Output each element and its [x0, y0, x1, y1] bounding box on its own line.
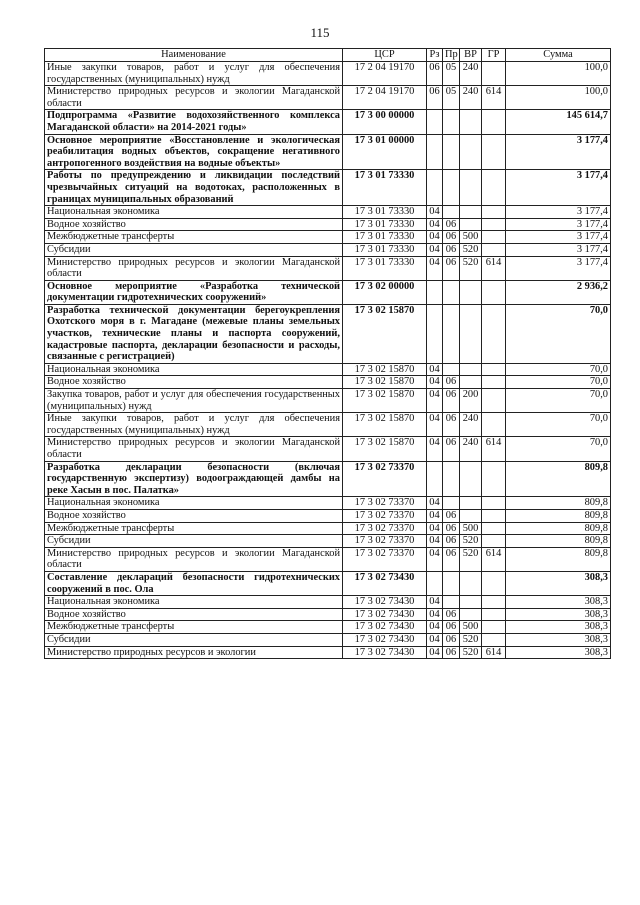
cell-csr: 17 3 01 00000: [343, 134, 427, 170]
cell-name: Иные закупки товаров, работ и услуг для обеспечения государственных (муниципальных) нужд: [45, 413, 343, 437]
cell-sum: 3 177,4: [506, 170, 611, 206]
cell-pr: [443, 461, 460, 497]
cell-name: Работы по предупреждению и ликвидации последствий чрезвычайных ситуаций на водотоках, расположенных в границах муниципальных образований: [45, 170, 343, 206]
cell-name: Субсидии: [45, 243, 343, 256]
cell-pr: [443, 304, 460, 363]
cell-gr: [482, 363, 506, 376]
cell-gr: [482, 571, 506, 595]
cell-rz: 04: [427, 509, 443, 522]
table-row: [45, 547, 611, 571]
cell-pr: 06: [443, 389, 460, 413]
cell-vr: [460, 596, 482, 609]
cell-vr: [460, 110, 482, 134]
cell-vr: 240: [460, 413, 482, 437]
cell-sum: 70,0: [506, 413, 611, 437]
cell-vr: [460, 509, 482, 522]
table-row: [45, 110, 611, 134]
cell-sum: 809,8: [506, 461, 611, 497]
cell-name: Межбюджетные трансферты: [45, 231, 343, 244]
cell-sum: 809,8: [506, 509, 611, 522]
table-row: [45, 62, 611, 86]
cell-csr: 17 3 02 15870: [343, 413, 427, 437]
cell-csr: 17 2 04 19170: [343, 62, 427, 86]
cell-rz: 04: [427, 608, 443, 621]
cell-csr: 17 3 02 15870: [343, 389, 427, 413]
cell-name: Водное хозяйство: [45, 509, 343, 522]
cell-name: Национальная экономика: [45, 206, 343, 219]
table-row: [45, 497, 611, 510]
table-row: [45, 535, 611, 548]
cell-csr: 17 3 02 73370: [343, 522, 427, 535]
cell-pr: 05: [443, 62, 460, 86]
cell-csr: 17 3 02 73430: [343, 596, 427, 609]
table-header-row: [45, 49, 611, 62]
cell-sum: 308,3: [506, 646, 611, 659]
cell-vr: [460, 461, 482, 497]
cell-pr: 06: [443, 376, 460, 389]
cell-gr: [482, 608, 506, 621]
cell-sum: 809,8: [506, 535, 611, 548]
cell-name: Подпрограмма «Развитие водохозяйственного комплекса Магаданской области» на 2014-2021 годы»: [45, 110, 343, 134]
cell-gr: [482, 509, 506, 522]
cell-rz: [427, 571, 443, 595]
cell-csr: 17 3 01 73330: [343, 218, 427, 231]
cell-csr: 17 3 02 15870: [343, 363, 427, 376]
cell-gr: [482, 231, 506, 244]
cell-sum: 308,3: [506, 621, 611, 634]
cell-sum: 308,3: [506, 633, 611, 646]
cell-csr: 17 3 02 73430: [343, 571, 427, 595]
cell-csr: 17 3 02 73430: [343, 608, 427, 621]
table-row: [45, 633, 611, 646]
cell-rz: 04: [427, 256, 443, 280]
header-rz: Рз: [427, 49, 443, 62]
cell-sum: 809,8: [506, 497, 611, 510]
table-row: [45, 256, 611, 280]
cell-gr: [482, 535, 506, 548]
cell-vr: 520: [460, 646, 482, 659]
cell-vr: [460, 206, 482, 219]
cell-sum: 70,0: [506, 304, 611, 363]
table-row: [45, 608, 611, 621]
cell-sum: 3 177,4: [506, 256, 611, 280]
cell-pr: [443, 596, 460, 609]
cell-name: Национальная экономика: [45, 596, 343, 609]
cell-csr: 17 3 01 73330: [343, 256, 427, 280]
cell-gr: [482, 134, 506, 170]
cell-vr: [460, 304, 482, 363]
table-row: [45, 206, 611, 219]
cell-vr: [460, 218, 482, 231]
cell-csr: 17 3 01 73330: [343, 206, 427, 219]
cell-pr: [443, 206, 460, 219]
cell-gr: [482, 461, 506, 497]
table-row: [45, 413, 611, 437]
cell-name: Национальная экономика: [45, 363, 343, 376]
cell-rz: [427, 304, 443, 363]
cell-vr: 520: [460, 633, 482, 646]
cell-vr: [460, 608, 482, 621]
cell-vr: [460, 170, 482, 206]
cell-rz: 04: [427, 243, 443, 256]
cell-sum: 70,0: [506, 376, 611, 389]
cell-rz: 04: [427, 413, 443, 437]
cell-vr: 520: [460, 547, 482, 571]
cell-vr: 500: [460, 522, 482, 535]
table-row: [45, 231, 611, 244]
cell-gr: 614: [482, 86, 506, 110]
cell-gr: [482, 218, 506, 231]
table-row: [45, 280, 611, 304]
cell-name: Министерство природных ресурсов и экологии: [45, 646, 343, 659]
table-row: [45, 461, 611, 497]
table-row: [45, 363, 611, 376]
cell-vr: [460, 134, 482, 170]
cell-gr: [482, 389, 506, 413]
cell-name: Основное мероприятие «Разработка технической документации гидротехнических сооружений»: [45, 280, 343, 304]
cell-vr: [460, 363, 482, 376]
cell-sum: 100,0: [506, 86, 611, 110]
cell-sum: 308,3: [506, 571, 611, 595]
cell-rz: [427, 110, 443, 134]
header-vr: ВР: [460, 49, 482, 62]
cell-csr: 17 3 02 73370: [343, 461, 427, 497]
header-name: Наименование: [45, 49, 343, 62]
cell-gr: 614: [482, 646, 506, 659]
cell-gr: [482, 522, 506, 535]
cell-csr: 17 3 01 73330: [343, 243, 427, 256]
cell-name: Иные закупки товаров, работ и услуг для обеспечения государственных (муниципальных) нужд: [45, 62, 343, 86]
cell-rz: 06: [427, 86, 443, 110]
cell-gr: [482, 243, 506, 256]
cell-pr: 06: [443, 535, 460, 548]
cell-vr: 500: [460, 231, 482, 244]
table-row: [45, 522, 611, 535]
cell-sum: 809,8: [506, 522, 611, 535]
cell-pr: 06: [443, 256, 460, 280]
cell-gr: [482, 621, 506, 634]
cell-csr: 17 3 02 73370: [343, 547, 427, 571]
cell-rz: 04: [427, 231, 443, 244]
cell-gr: [482, 110, 506, 134]
cell-csr: 17 3 02 15870: [343, 376, 427, 389]
cell-vr: 240: [460, 437, 482, 461]
cell-csr: 17 3 02 73430: [343, 633, 427, 646]
budget-table: [44, 48, 611, 659]
table-row: [45, 621, 611, 634]
cell-name: Министерство природных ресурсов и экологии Магаданской области: [45, 547, 343, 571]
cell-rz: 04: [427, 547, 443, 571]
table-row: [45, 646, 611, 659]
cell-pr: 06: [443, 231, 460, 244]
cell-gr: [482, 413, 506, 437]
cell-sum: 3 177,4: [506, 218, 611, 231]
table-row: [45, 243, 611, 256]
cell-name: Водное хозяйство: [45, 218, 343, 231]
table-body: [45, 62, 611, 659]
cell-pr: 06: [443, 243, 460, 256]
cell-vr: 240: [460, 62, 482, 86]
cell-sum: 3 177,4: [506, 243, 611, 256]
cell-rz: 04: [427, 596, 443, 609]
cell-name: Основное мероприятие «Восстановление и экологическая реабилитация водных объектов, сокращение негативного антропогенного воздействия на водные объекты»: [45, 134, 343, 170]
cell-name: Закупка товаров, работ и услуг для обеспечения государственных (муниципальных) нужд: [45, 389, 343, 413]
cell-csr: 17 3 02 73370: [343, 509, 427, 522]
table-row: [45, 389, 611, 413]
cell-pr: 06: [443, 437, 460, 461]
cell-vr: 520: [460, 256, 482, 280]
cell-gr: 614: [482, 547, 506, 571]
cell-vr: 240: [460, 86, 482, 110]
cell-vr: [460, 376, 482, 389]
cell-csr: 17 3 02 15870: [343, 437, 427, 461]
cell-rz: 04: [427, 363, 443, 376]
cell-rz: 04: [427, 376, 443, 389]
cell-pr: 05: [443, 86, 460, 110]
cell-sum: 100,0: [506, 62, 611, 86]
cell-rz: 04: [427, 633, 443, 646]
cell-gr: 614: [482, 256, 506, 280]
cell-sum: 3 177,4: [506, 231, 611, 244]
cell-name: Разработка декларации безопасности (включая государственную экспертизу) водоограждающей дамбы на реке Хасын в пос. Палатка»: [45, 461, 343, 497]
cell-gr: [482, 170, 506, 206]
cell-csr: 17 3 01 73330: [343, 231, 427, 244]
cell-gr: [482, 376, 506, 389]
cell-csr: 17 3 02 00000: [343, 280, 427, 304]
cell-sum: 2 936,2: [506, 280, 611, 304]
cell-pr: 06: [443, 608, 460, 621]
cell-gr: [482, 304, 506, 363]
cell-pr: [443, 363, 460, 376]
cell-csr: 17 3 02 73370: [343, 497, 427, 510]
cell-rz: 04: [427, 621, 443, 634]
cell-sum: 145 614,7: [506, 110, 611, 134]
cell-sum: 70,0: [506, 389, 611, 413]
table-row: [45, 170, 611, 206]
cell-sum: 3 177,4: [506, 206, 611, 219]
cell-pr: [443, 280, 460, 304]
cell-name: Межбюджетные трансферты: [45, 522, 343, 535]
table-row: [45, 437, 611, 461]
cell-sum: 70,0: [506, 437, 611, 461]
cell-rz: 06: [427, 62, 443, 86]
header-pr: Пр: [443, 49, 460, 62]
cell-gr: [482, 633, 506, 646]
cell-name: Межбюджетные трансферты: [45, 621, 343, 634]
cell-rz: [427, 461, 443, 497]
table-row: [45, 596, 611, 609]
cell-pr: 06: [443, 218, 460, 231]
cell-rz: 04: [427, 497, 443, 510]
cell-gr: 614: [482, 437, 506, 461]
cell-vr: 200: [460, 389, 482, 413]
cell-pr: 06: [443, 413, 460, 437]
cell-csr: 17 3 02 73430: [343, 621, 427, 634]
header-gr: ГР: [482, 49, 506, 62]
page-number: 115: [310, 25, 330, 40]
cell-sum: 308,3: [506, 608, 611, 621]
cell-name: Министерство природных ресурсов и экологии Магаданской области: [45, 437, 343, 461]
cell-pr: 06: [443, 646, 460, 659]
header-sum: Сумма: [506, 49, 611, 62]
table-row: [45, 134, 611, 170]
cell-csr: 17 3 02 73370: [343, 535, 427, 548]
cell-pr: [443, 134, 460, 170]
table-row: [45, 86, 611, 110]
cell-rz: [427, 280, 443, 304]
cell-pr: [443, 571, 460, 595]
cell-vr: [460, 497, 482, 510]
cell-name: Субсидии: [45, 535, 343, 548]
cell-pr: 06: [443, 621, 460, 634]
cell-pr: [443, 497, 460, 510]
cell-vr: 520: [460, 243, 482, 256]
cell-name: Разработка технической документации берегоукрепления Охотского моря в г. Магадане (межевые планы земельных участков, технические планы и паспорта сооружений, кадастровые паспорта, декларации безопасности и расходы, связанные с регистрацией): [45, 304, 343, 363]
cell-rz: 04: [427, 437, 443, 461]
cell-name: Водное хозяйство: [45, 376, 343, 389]
cell-sum: 70,0: [506, 363, 611, 376]
cell-gr: [482, 206, 506, 219]
cell-rz: 04: [427, 535, 443, 548]
cell-name: Министерство природных ресурсов и экологии Магаданской области: [45, 86, 343, 110]
cell-csr: 17 2 04 19170: [343, 86, 427, 110]
table-row: [45, 509, 611, 522]
cell-csr: 17 3 02 15870: [343, 304, 427, 363]
cell-rz: [427, 134, 443, 170]
cell-rz: [427, 170, 443, 206]
cell-gr: [482, 280, 506, 304]
cell-name: Национальная экономика: [45, 497, 343, 510]
header-csr: ЦСР: [343, 49, 427, 62]
cell-gr: [482, 497, 506, 510]
cell-rz: 04: [427, 646, 443, 659]
cell-pr: 06: [443, 633, 460, 646]
cell-sum: 809,8: [506, 547, 611, 571]
cell-vr: [460, 571, 482, 595]
cell-pr: [443, 170, 460, 206]
cell-gr: [482, 596, 506, 609]
cell-rz: 04: [427, 218, 443, 231]
cell-sum: 3 177,4: [506, 134, 611, 170]
cell-name: Водное хозяйство: [45, 608, 343, 621]
cell-pr: 06: [443, 522, 460, 535]
table-row: [45, 304, 611, 363]
cell-rz: 04: [427, 206, 443, 219]
cell-name: Субсидии: [45, 633, 343, 646]
cell-name: Составление деклараций безопасности гидротехнических сооружений в пос. Ола: [45, 571, 343, 595]
cell-pr: 06: [443, 509, 460, 522]
cell-vr: 520: [460, 535, 482, 548]
cell-csr: 17 3 01 73330: [343, 170, 427, 206]
cell-csr: 17 3 02 73430: [343, 646, 427, 659]
cell-rz: 04: [427, 522, 443, 535]
cell-vr: 500: [460, 621, 482, 634]
cell-pr: 06: [443, 547, 460, 571]
cell-rz: 04: [427, 389, 443, 413]
table-row: [45, 218, 611, 231]
cell-sum: 308,3: [506, 596, 611, 609]
cell-vr: [460, 280, 482, 304]
cell-pr: [443, 110, 460, 134]
cell-name: Министерство природных ресурсов и экологии Магаданской области: [45, 256, 343, 280]
table-row: [45, 571, 611, 595]
table-row: [45, 376, 611, 389]
cell-gr: [482, 62, 506, 86]
cell-csr: 17 3 00 00000: [343, 110, 427, 134]
